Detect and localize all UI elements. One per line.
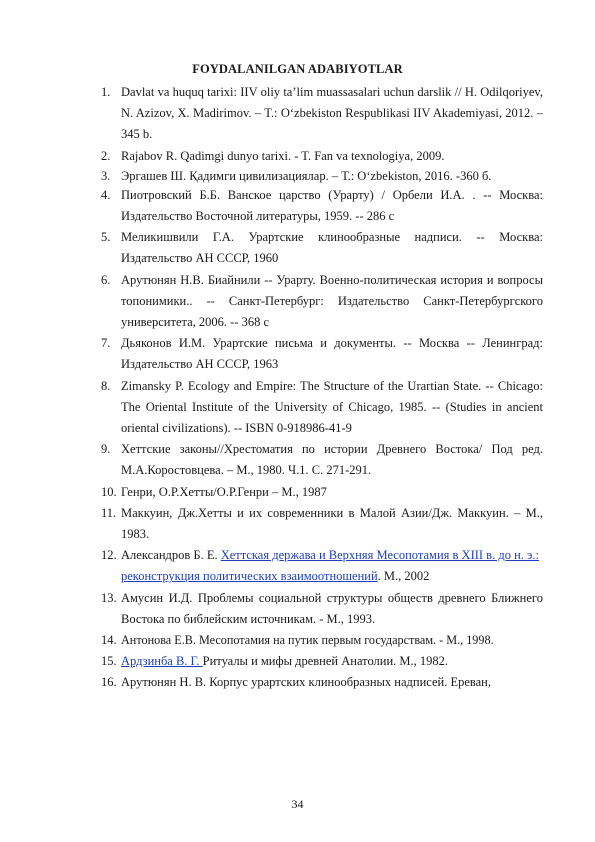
item-text: Хеттские законы//Хрестоматия по истории Древнего Востока/ Под ред. М.А.Коростовцева. – М., 1980. Ч.1. С. 271-291. bbox=[121, 442, 543, 478]
item-text: Эргашев Ш. Қадимги цивилизациялар. – Т.: O‘zbekiston, 2016. -360 б. bbox=[121, 168, 492, 183]
item-text: Rajabov R. Qadimgi dunyo tarixi. - T. Fan va texnologiya, 2009. bbox=[121, 148, 445, 163]
item-number: 7. bbox=[101, 336, 111, 351]
item-text: Davlat va huquq tarixi: IIV oliy ta’lim muassasalari uchun darslik // H. Odilqoriyev, N. Azizov, X. Madirimov. – T.: O‘zbekiston Respublikasi IIV Akademiyasi, 2012. – 345 b. bbox=[121, 85, 543, 142]
list-item bbox=[103, 630, 543, 651]
list-item bbox=[103, 651, 543, 672]
item-text: Zimansky P. Ecology and Empire: The Structure of the Urartian State. -- Chicago: The Oriental Institute of the University of Chicago, 1985. -- (Studies in ancient oriental civilizations). -- ISBN 0-918986-41-9 bbox=[121, 378, 543, 436]
reference-link[interactable]: Ардзинба В. Г. bbox=[121, 654, 203, 669]
list-item bbox=[103, 503, 543, 545]
list-item bbox=[103, 82, 543, 146]
list-item bbox=[103, 333, 543, 375]
item-text-suffix: . М., 2002 bbox=[377, 569, 430, 584]
list-item bbox=[103, 588, 543, 630]
list-item bbox=[103, 376, 543, 440]
item-number: 3. bbox=[101, 168, 111, 183]
item-number: 4. bbox=[101, 187, 111, 202]
item-number: 1. bbox=[101, 85, 111, 99]
item-number: 5. bbox=[101, 230, 111, 245]
item-text: Пиотровский Б.Б. Ванское царство (Урарту) / Орбели И.А. . -- Москва: Издательство Восточной литературы, 1959. -- 286 с bbox=[121, 187, 543, 224]
item-number: 2. bbox=[101, 148, 111, 163]
item-number: 15. bbox=[101, 654, 117, 669]
item-text: Генри, О.Р.Хетты/О.Р.Генри – М., 1987 bbox=[121, 484, 327, 499]
item-text: Маккуин, Дж.Хетты и их современники в Малой Азии/Дж. Маккуин. – М., 1983. bbox=[121, 505, 543, 542]
page-number: 34 bbox=[291, 797, 304, 811]
item-text: Амусин И.Д. Проблемы социальной структуры обществ древнего Ближнего Востока по библейским источникам. - М., 1993. bbox=[121, 590, 543, 626]
list-item bbox=[103, 146, 543, 167]
item-text bbox=[121, 545, 543, 587]
item-number: 10. bbox=[101, 484, 117, 499]
item-number: 13. bbox=[101, 590, 117, 605]
item-number: 11. bbox=[101, 505, 117, 520]
item-number: 9. bbox=[101, 442, 111, 457]
item-text: Дьяконов И.М. Урартские письма и документы. -- Москва -- Ленинград: Издательство АН СССР, 1963 bbox=[121, 336, 543, 372]
item-text-prefix: Александров Б. Е. bbox=[121, 548, 221, 563]
list-item bbox=[103, 439, 543, 481]
list-item bbox=[103, 672, 543, 693]
item-number: 8. bbox=[101, 378, 111, 393]
item-number: 6. bbox=[101, 272, 111, 287]
list-item bbox=[103, 482, 543, 503]
item-number: 16. bbox=[101, 675, 117, 690]
item-text bbox=[121, 651, 543, 672]
item-text: Антонова Е.В. Месопотамия на путик первым государствам. - М., 1998. bbox=[121, 633, 494, 648]
list-item bbox=[103, 545, 543, 587]
list-item bbox=[103, 227, 543, 269]
list-item bbox=[103, 167, 543, 185]
item-text: Меликишвили Г.А. Урартские клинообразные надписи. -- Москва: Издательство АН СССР, 1960 bbox=[121, 230, 543, 266]
item-number: 12. bbox=[101, 548, 117, 563]
bibliography-list bbox=[103, 82, 543, 694]
list-item bbox=[103, 185, 543, 227]
item-text-suffix: Ритуалы и мифы древней Анатолии. М., 1982. bbox=[202, 654, 449, 669]
reference-link[interactable]: Хеттская держава и Верхняя Месопотамия в XIII в. до н. э.: реконструкция политических взаимоотношений bbox=[121, 548, 539, 584]
item-text: Арутюнян Н.В. Биайнили -- Урарту. Военно-политическая история и вопросы топонимики.. -- Санкт-Петербург: Издательство Санкт-Петербургского университета, 2006. -- 368 с bbox=[121, 272, 543, 330]
item-text: Арутюнян Н. В. Корпус урартских клинообразных надписей. Ереван, bbox=[121, 675, 491, 690]
page-title: FOYDALANILGAN ADABIYOTLAR bbox=[192, 62, 403, 76]
list-item bbox=[103, 270, 543, 334]
item-number: 14. bbox=[101, 633, 117, 648]
